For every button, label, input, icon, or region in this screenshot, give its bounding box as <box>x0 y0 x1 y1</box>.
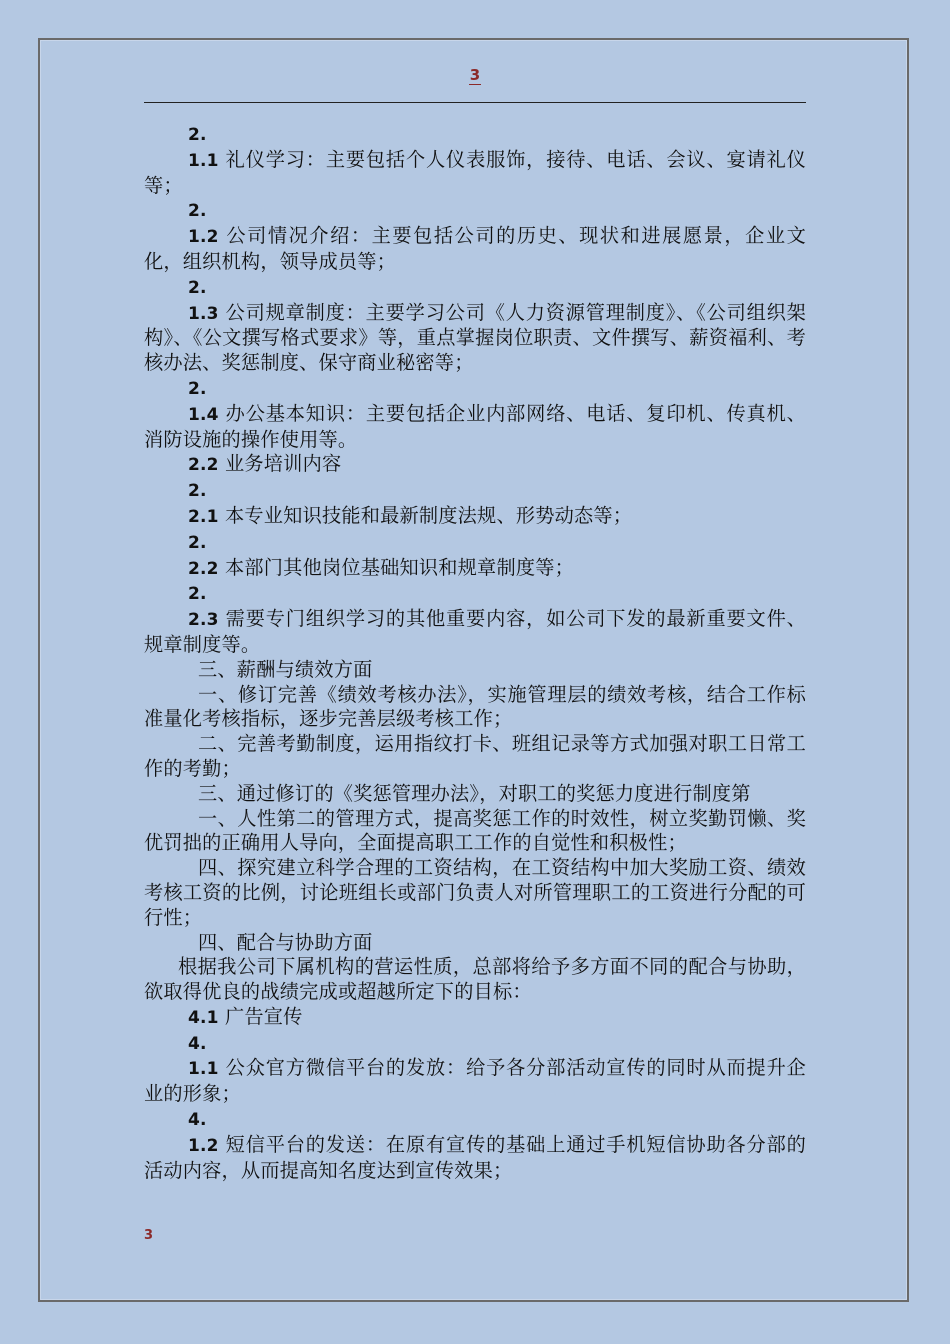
paragraph <box>144 856 806 930</box>
paragraph-text: 公司规章制度：主要学习公司《人力资源管理制度》、《公司组织架构》、《公文撰写格式要求》等，重点掌握岗位职责、文件撰写、薪资福利、考核办法、奖惩制度、保守商业秘密等； <box>144 300 806 375</box>
paragraph-text: 短信平台的发送：在原有宣传的基础上通过手机短信协助各分部的活动内容，从而提高知名度达到宣传效果； <box>144 1132 806 1182</box>
paragraph <box>144 530 806 556</box>
section-number: 1.2 <box>188 1135 219 1156</box>
section-number: 2. <box>188 378 207 399</box>
paragraph-text: 办公基本知识：主要包括企业内部网络、电话、复印机、传真机、消防设施的操作使用等。 <box>144 401 806 451</box>
paragraph-text: 礼仪学习：主要包括个人仪表服饰，接待、电话、会议、宴请礼仪等； <box>144 147 806 197</box>
section-number: 1.4 <box>188 404 219 425</box>
paragraph-text: 广告宣传 <box>218 1004 303 1028</box>
section-number: 2. <box>188 584 207 605</box>
section-number: 1.3 <box>188 303 219 324</box>
paragraph-text: 一、人性第二的管理方式，提高奖惩工作的时效性，树立奖勤罚懒、奖优罚拙的正确用人导向，全面提高职工工作的自觉性和积极性； <box>144 806 806 855</box>
paragraph-text: 公众官方微信平台的发放：给予各分部活动宣传的同时从而提升企业的形象； <box>144 1056 806 1106</box>
header-rule <box>144 102 806 103</box>
paragraph <box>144 275 806 301</box>
section-number: 2. <box>188 532 207 553</box>
section-number: 2. <box>188 481 207 502</box>
section-number: 4. <box>188 1033 207 1054</box>
section-number: 2.2 <box>188 455 219 476</box>
paragraph <box>144 556 806 582</box>
paragraph <box>144 122 806 148</box>
section-number: 1.1 <box>188 150 219 171</box>
paragraph <box>144 452 806 478</box>
paragraph <box>144 301 806 376</box>
paragraph <box>144 1005 806 1031</box>
paragraph <box>144 224 806 275</box>
header-page-number <box>0 66 950 85</box>
paragraph <box>144 148 806 199</box>
section-number: 2. <box>188 125 207 145</box>
paragraph <box>144 1133 806 1184</box>
paragraph-text: 业务培训内容 <box>218 452 342 476</box>
paragraph-text: 一、修订完善《绩效考核办法》，实施管理层的绩效考核，结合工作标准量化考核指标，逐步完善层级考核工作； <box>144 682 806 731</box>
paragraph <box>144 683 806 733</box>
paragraph <box>144 581 806 607</box>
paragraph <box>144 782 806 807</box>
paragraph <box>144 198 806 224</box>
document-body <box>144 122 806 1183</box>
paragraph <box>144 955 806 1005</box>
paragraph-text: 公司情况介绍：主要包括公司的历史、现状和进展愿景，企业文化，组织机构，领导成员等； <box>144 224 806 273</box>
paragraph-text: 三、通过修订的《奖惩管理办法》，对职工的奖惩力度进行制度第 <box>198 781 751 805</box>
header-page-number-text: 3 <box>469 66 481 84</box>
paragraph <box>144 504 806 530</box>
paragraph-text: 四、探究建立科学合理的工资结构，在工资结构中加大奖励工资、绩效考核工资的比例，讨论班组长或部门负责人对所管理职工的工资进行分配的可行性； <box>144 856 806 929</box>
section-number: 1.2 <box>188 227 219 248</box>
paragraph <box>144 1107 806 1133</box>
section-number: 4.1 <box>188 1007 219 1028</box>
paragraph <box>144 1056 806 1107</box>
paragraph <box>144 1031 806 1057</box>
paragraph <box>144 376 806 402</box>
section-number: 2. <box>188 277 207 298</box>
section-number: 2. <box>188 201 207 222</box>
paragraph-text: 需要专门组织学习的其他重要内容，如公司下发的最新重要文件、规章制度等。 <box>144 607 806 656</box>
paragraph <box>144 732 806 782</box>
paragraph-text: 本部门其他岗位基础知识和规章制度等； <box>218 555 574 579</box>
section-number: 2.1 <box>188 506 219 527</box>
footer-page-number: 3 <box>144 1228 154 1243</box>
paragraph-text: 根据我公司下属机构的营运性质，总部将给予多方面不同的配合与协助，欲取得优良的战绩完成或超越所定下的目标： <box>144 955 806 1004</box>
paragraph-text: 三、薪酬与绩效方面 <box>198 657 373 681</box>
paragraph <box>144 402 806 453</box>
section-number: 2.3 <box>188 610 219 631</box>
section-number: 1.1 <box>188 1059 219 1080</box>
paragraph-text: 本专业知识技能和最新制度法规、形势动态等； <box>218 503 633 527</box>
section-number: 4. <box>188 1110 207 1131</box>
paragraph-text: 二、完善考勤制度，运用指纹打卡、班组记录等方式加强对职工日常工作的考勤； <box>144 732 806 780</box>
paragraph-text: 四、配合与协助方面 <box>198 930 373 954</box>
paragraph <box>144 607 806 658</box>
paragraph <box>144 931 806 956</box>
paragraph <box>144 478 806 504</box>
paragraph <box>144 807 806 857</box>
paragraph <box>144 658 806 683</box>
section-number: 2.2 <box>188 558 219 579</box>
